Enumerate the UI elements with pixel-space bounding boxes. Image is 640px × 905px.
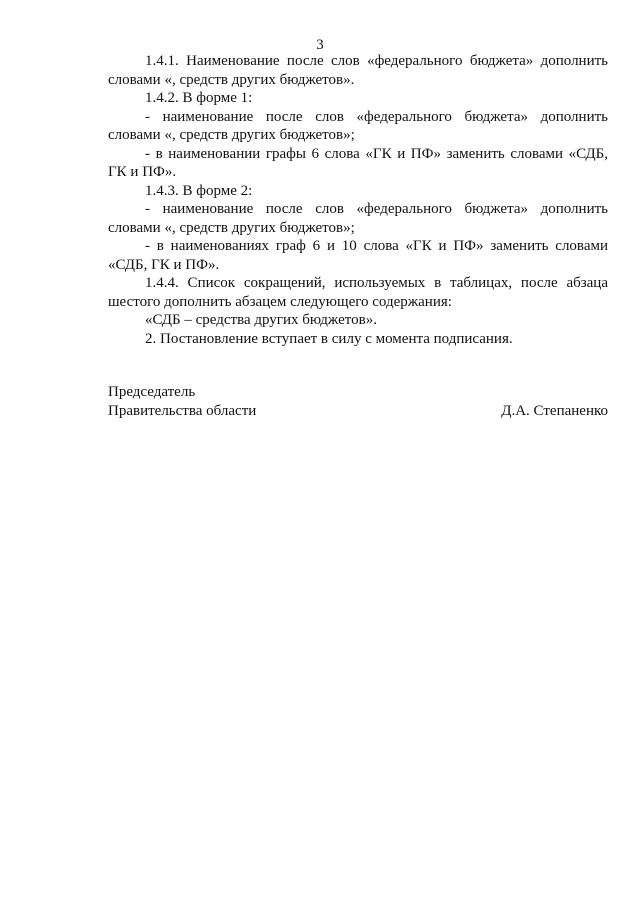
document-body (108, 52, 608, 348)
paragraph-1-4-1: 1.4.1. Наименование после слов «федерального бюджета» дополнить словами «, средств других бюджетов». (108, 53, 608, 88)
signature-position-line-1: Председатель (108, 384, 196, 400)
paragraph-1-4-2-item-2: - в наименовании графы 6 слова «ГК и ПФ» заменить словами «СДБ, ГК и ПФ». (108, 145, 608, 180)
paragraph-1-4-4: 1.4.4. Список сокращений, используемых в таблицах, после абзаца шестого дополнить абзацем следующего содержания: (108, 275, 608, 310)
signature-block (108, 383, 608, 420)
signatory-name: Д.А. Степаненко (501, 402, 608, 419)
page-number: 3 (316, 37, 324, 53)
paragraph-1-4-3: 1.4.3. В форме 2: (145, 182, 253, 199)
paragraph-1-4-2-item-1: - наименование после слов «федерального бюджета» дополнить словами «, средств других бюджетов»; (108, 108, 608, 143)
signature-row (108, 402, 608, 421)
signature-position-line-2: Правительства области (108, 402, 257, 419)
paragraph-1-4-2: 1.4.2. В форме 1: (145, 90, 253, 106)
paragraph-1-4-3-item-1: - наименование после слов «федерального бюджета» дополнить словами «, средств других бюджетов»; (108, 201, 608, 236)
paragraph-2: 2. Постановление вступает в силу с момента подписания. (145, 330, 513, 347)
paragraph-1-4-3-item-2: - в наименованиях граф 6 и 10 слова «ГК и ПФ» заменить словами «СДБ, ГК и ПФ». (108, 238, 608, 273)
paragraph-1-4-4-quote: «СДБ – средства других бюджетов». (145, 312, 377, 328)
